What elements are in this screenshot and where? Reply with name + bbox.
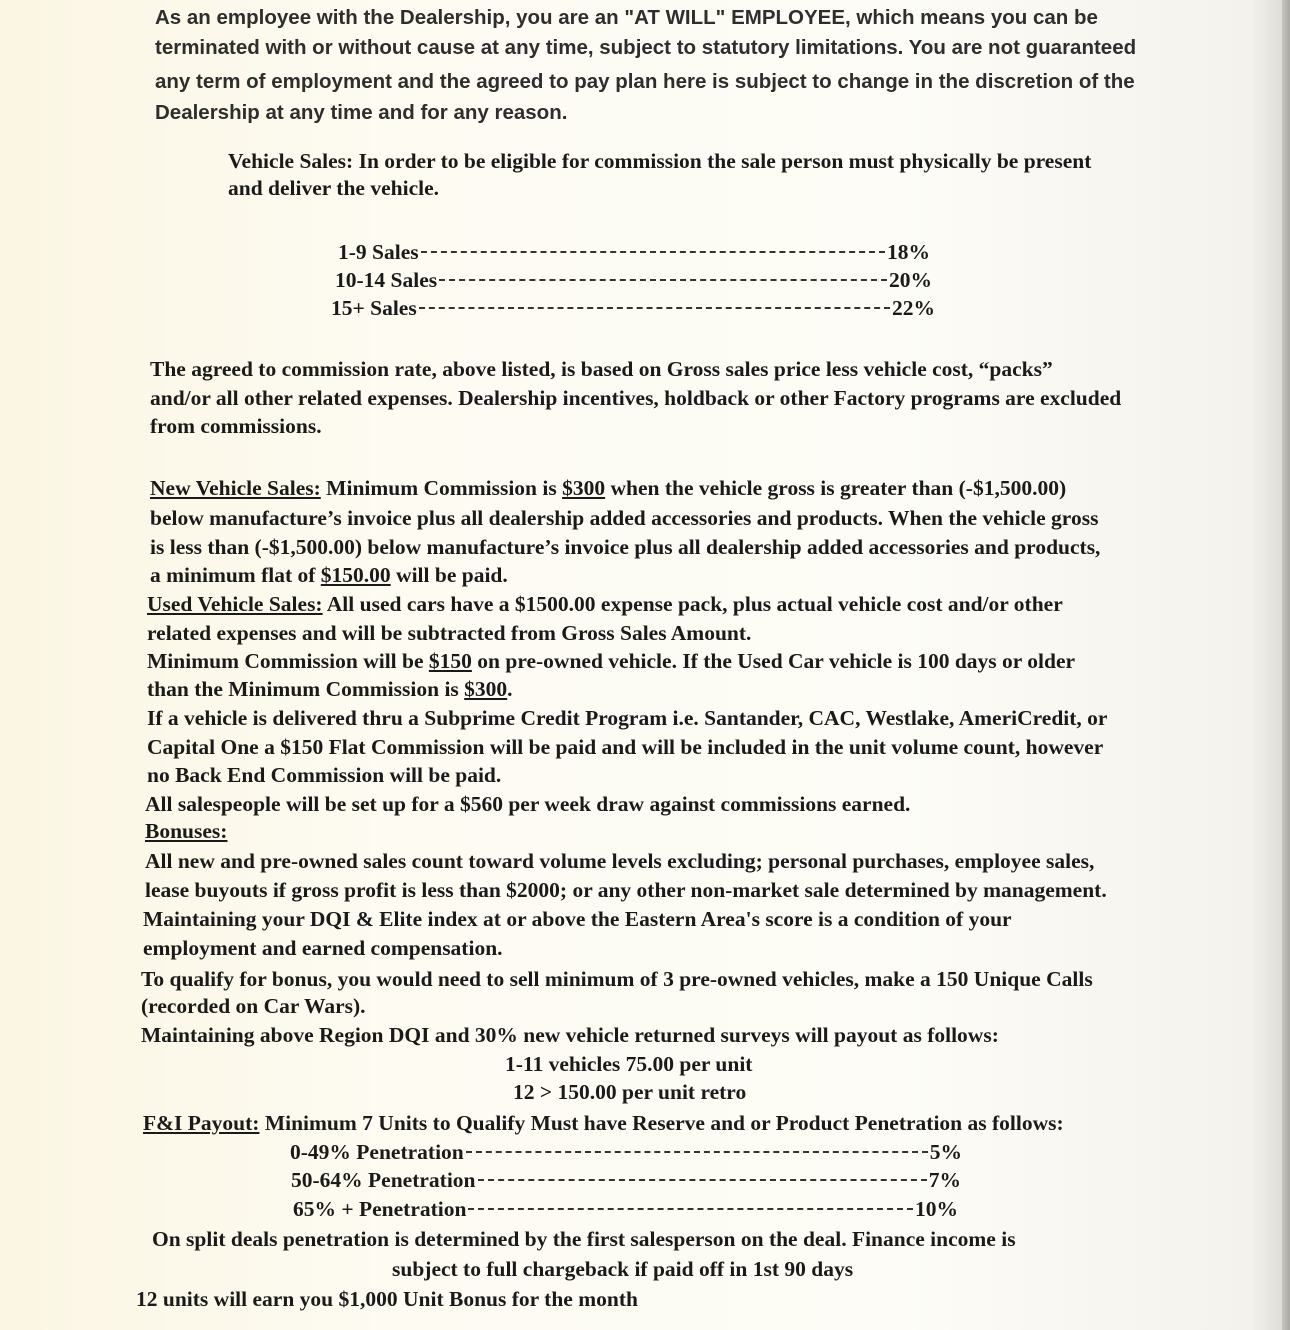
fi-line-1 — [143, 1111, 1064, 1136]
fi-tier-leader — [466, 1151, 928, 1153]
intro-line-4: Dealership at any time and for any reason. — [155, 101, 568, 124]
bonuses-line-3: Maintaining your DQI & Elite index at or above the Eastern Area's score is a condition of your — [143, 907, 1012, 931]
commission-tier-row — [331, 296, 935, 321]
tier-percent: 18% — [887, 240, 930, 264]
new-vehicle-line-2: below manufacture’s invoice plus all dealership added accessories and products. When the vehicle gross — [150, 506, 1099, 530]
used-vehicle-text: Minimum Commission will be — [147, 649, 429, 673]
subprime-line-3: no Back End Commission will be paid. — [147, 763, 502, 787]
tier-label: 10-14 Sales — [335, 268, 438, 292]
fi-text: Minimum 7 Units to Qualify Must have Reserve and or Product Penetration as follows: — [259, 1111, 1064, 1135]
tier-label: 15+ Sales — [331, 296, 417, 320]
intro-line-1: As an employee with the Dealership, you are an "AT WILL" EMPLOYEE, which means you can be — [155, 6, 1098, 29]
fi-tier-leader — [468, 1208, 913, 1210]
new-vehicle-text: a minimum flat of — [150, 563, 321, 587]
tier-leader — [421, 251, 885, 253]
subprime-line-2: Capital One a $150 Flat Commission will be paid and will be included in the unit volume count, however — [147, 735, 1104, 759]
bonuses-line-1: All new and pre-owned sales count toward volume levels excluding; personal purchases, employee sales, — [145, 849, 1095, 873]
bonuses-line-5: To qualify for bonus, you would need to sell minimum of 3 pre-owned vehicles, make a 150 Unique Calls — [141, 967, 1093, 991]
fi-tier-row — [291, 1168, 961, 1193]
new-vehicle-heading: New Vehicle Sales: — [150, 476, 321, 500]
used-vehicle-line-1 — [147, 592, 1063, 617]
fi-heading: F&I Payout: — [143, 1111, 260, 1135]
bonus-payout-line-1: 1-11 vehicles 75.00 per unit — [505, 1052, 753, 1076]
fi-tier-label: 65% + Penetration — [293, 1197, 467, 1221]
fi-tier-label: 0-49% Penetration — [290, 1140, 464, 1164]
vehicle-sales-line-2: and deliver the vehicle. — [228, 176, 440, 200]
used-vehicle-heading: Used Vehicle Sales: — [147, 592, 323, 616]
used-vehicle-text: All used cars have a $1500.00 expense pack, plus actual vehicle cost and/or other — [322, 592, 1063, 616]
new-vehicle-line-3: is less than (-$1,500.00) below manufacture’s invoice plus all dealership added accessories and products, — [150, 535, 1101, 559]
commission-tier-row — [335, 268, 932, 293]
fi-tier-percent: 5% — [929, 1140, 962, 1164]
tier-percent: 20% — [889, 268, 932, 292]
bonuses-heading: Bonuses: — [145, 819, 228, 843]
split-deal-line-1: On split deals penetration is determined by the first salesperson on the deal. Finance income is — [152, 1227, 1016, 1251]
new-vehicle-min-amount: $300 — [562, 476, 606, 500]
bonuses-line-7: Maintaining above Region DQI and 30% new vehicle returned surveys will payout as follows: — [141, 1023, 999, 1047]
used-vehicle-text: on pre-owned vehicle. If the Used Car vehicle is 100 days or older — [471, 649, 1076, 673]
tier-leader — [439, 279, 887, 281]
intro-line-3: any term of employment and the agreed to pay plan here is subject to change in the discretion of the — [155, 70, 1135, 93]
page-edge-shadow — [1282, 0, 1290, 1330]
new-vehicle-line-4 — [150, 563, 508, 588]
draw-line: All salespeople will be set up for a $560 per week draw against commissions earned. — [145, 792, 911, 816]
fi-tier-percent: 10% — [915, 1197, 958, 1221]
fi-tier-row — [290, 1140, 962, 1165]
used-vehicle-line-2: related expenses and will be subtracted from Gross Sales Amount. — [147, 621, 752, 645]
basis-line-1: The agreed to commission rate, above listed, is based on Gross sales price less vehicle cost, “packs” — [150, 357, 1053, 381]
commission-tier-row — [338, 240, 930, 265]
bonuses-line-6: (recorded on Car Wars). — [141, 994, 366, 1018]
tier-label: 1-9 Sales — [338, 240, 419, 264]
bonuses-line-2: lease buyouts if gross profit is less than $2000; or any other non-market sale determined by management. — [145, 878, 1107, 902]
basis-line-2: and/or all other related expenses. Dealership incentives, holdback or other Factory programs are excluded — [150, 386, 1122, 410]
new-vehicle-text: when the vehicle gross is greater than (-$1,500.00) — [605, 476, 1067, 500]
bonuses-line-4: employment and earned compensation. — [143, 936, 503, 960]
used-vehicle-text: . — [507, 677, 513, 701]
new-vehicle-text: Minimum Commission is — [320, 476, 563, 500]
intro-line-2: terminated with or without cause at any time, subject to statutory limitations. You are not guaranteed — [155, 36, 1137, 59]
fi-tier-leader — [478, 1179, 927, 1181]
used-vehicle-line-3 — [147, 649, 1075, 674]
new-vehicle-line-1 — [150, 476, 1066, 501]
new-vehicle-text: will be paid. — [390, 563, 508, 587]
subprime-line-1: If a vehicle is delivered thru a Subprime Credit Program i.e. Santander, CAC, Westlake, AmeriCredit, or — [147, 706, 1108, 730]
new-vehicle-flat-amount: $150.00 — [320, 563, 391, 587]
used-vehicle-min-amount: $150 — [428, 649, 472, 673]
vehicle-sales-line-1: Vehicle Sales: In order to be eligible for commission the sale person must physically be present — [228, 149, 1092, 173]
fi-tier-row — [293, 1197, 958, 1222]
fi-tier-percent: 7% — [928, 1168, 961, 1192]
unit-bonus-line: 12 units will earn you $1,000 Unit Bonus for the month — [136, 1287, 638, 1311]
fi-tier-label: 50-64% Penetration — [291, 1168, 476, 1192]
used-vehicle-aged-amount: $300 — [464, 677, 508, 701]
used-vehicle-line-4 — [147, 677, 513, 702]
tier-percent: 22% — [892, 296, 935, 320]
bonus-payout-line-2: 12 > 150.00 per unit retro — [513, 1080, 747, 1104]
tier-leader — [419, 307, 890, 309]
basis-line-3: from commissions. — [150, 414, 322, 438]
used-vehicle-text: than the Minimum Commission is — [147, 677, 465, 701]
split-deal-line-2: subject to full chargeback if paid off in 1st 90 days — [392, 1257, 854, 1281]
